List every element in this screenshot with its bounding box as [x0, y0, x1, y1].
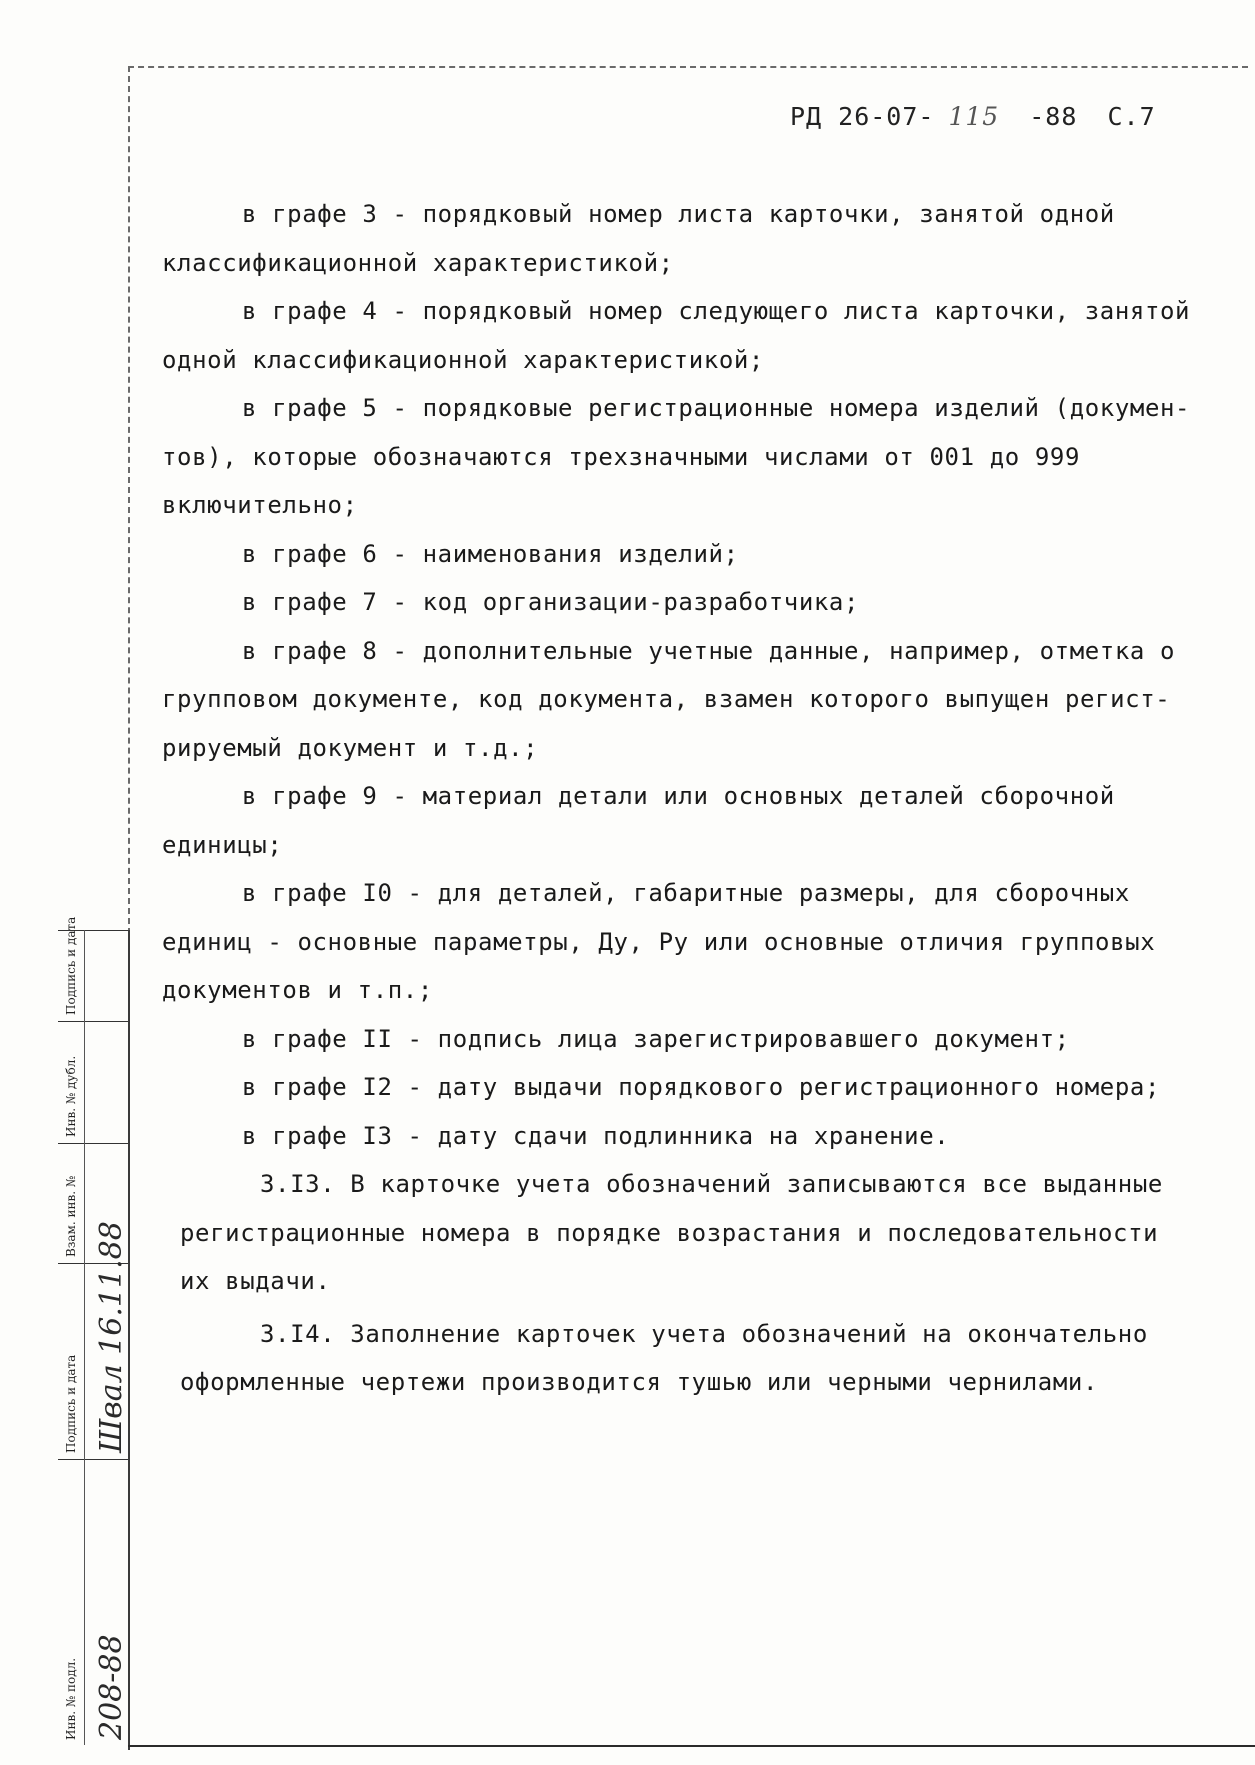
- text-line: оформленные чертежи производится тушью или черными чернилами.: [180, 1368, 1099, 1396]
- page-number: С.7: [1107, 102, 1156, 131]
- stamp-label: Подпись и дата: [64, 1354, 78, 1453]
- text-line: рируемый документ и т.д.;: [162, 733, 539, 762]
- form-top-border: [128, 66, 1248, 68]
- text-line: в графе 3 - порядковый номер листа карточки, занятой одной: [242, 200, 1115, 228]
- text-line: одной классификационной характеристикой;: [162, 345, 764, 374]
- text-line: в графе 7 - код организации-разработчика;: [242, 588, 860, 616]
- text-line: в графе I2 - дату выдачи порядкового регистрационного номера;: [242, 1073, 1161, 1101]
- margin-stamp: [58, 916, 129, 1746]
- stamp-cell-sign-date: [58, 916, 128, 1022]
- document-code: РД 26-07-: [790, 102, 935, 131]
- stamp-label: Инв. № подл.: [64, 1657, 78, 1740]
- stamp-label: Инв. № дубл.: [64, 1055, 78, 1137]
- text-line: их выдачи.: [180, 1267, 331, 1295]
- page-header: [790, 102, 1190, 131]
- text-line: в графе 4 - порядковый номер следующего листа карточки, занятой: [242, 297, 1191, 325]
- text-line: в графе 8 - дополнительные учетные данные, например, отметка о: [242, 636, 1176, 665]
- text-line: документов и т.п.;: [162, 976, 433, 1004]
- text-line: в графе I3 - дату сдачи подлинника на хранение.: [242, 1121, 950, 1150]
- text-line: 3.I3. В карточке учета обозначений записываются все выданные: [260, 1170, 1163, 1198]
- stamp-cell-orig-sign-date: [58, 1221, 129, 1460]
- handwritten-orig-inv: 208-88: [94, 1634, 129, 1740]
- text-line: в графе 5 - порядковые регистрационные номера изделий (докумен-: [242, 394, 1191, 422]
- text-line: регистрационные номера в порядке возрастания и последовательности: [180, 1218, 1159, 1247]
- text-line: 3.I4. Заполнение карточек учета обозначений на окончательно: [260, 1319, 1148, 1348]
- text-line: классификационной характеристикой;: [162, 248, 674, 277]
- text-line: включительно;: [162, 491, 358, 519]
- text-line: в графе 9 - материал детали или основных деталей сборочной: [242, 782, 1115, 810]
- paragraph-3-14: [162, 1310, 1212, 1407]
- text-line: единицы;: [162, 830, 283, 859]
- stamp-cell-dup-inv: [58, 1021, 128, 1144]
- document-number: 115: [948, 102, 1000, 131]
- handwritten-sign-date: Швал 16.11.88: [94, 1221, 129, 1453]
- body-text: [162, 190, 1212, 1407]
- text-line: тов), которые обозначаются трехзначными числами от 001 до 999: [162, 442, 1081, 471]
- document-year: -88: [1029, 102, 1078, 131]
- stamp-cell-orig-inv: [58, 1459, 128, 1746]
- stamp-label: Подпись и дата: [64, 916, 78, 1015]
- form-bottom-border: [128, 1745, 1255, 1747]
- text-line: в графе I0 - для деталей, габаритные размеры, для сборочных: [242, 879, 1130, 907]
- text-line: в графе II - подпись лица зарегистрировавшего документ;: [242, 1024, 1070, 1053]
- text-line: единиц - основные параметры, Ду, Ру или основные отличия групповых: [162, 927, 1156, 956]
- stamp-divider-line: [84, 930, 85, 1745]
- text-line: в графе 6 - наименования изделий;: [242, 539, 739, 568]
- stamp-label: Взам. инв. №: [64, 1175, 78, 1257]
- paragraph-3-13: [162, 1160, 1212, 1306]
- text-line: групповом документе, код документа, взамен которого выпущен регист-: [162, 685, 1171, 713]
